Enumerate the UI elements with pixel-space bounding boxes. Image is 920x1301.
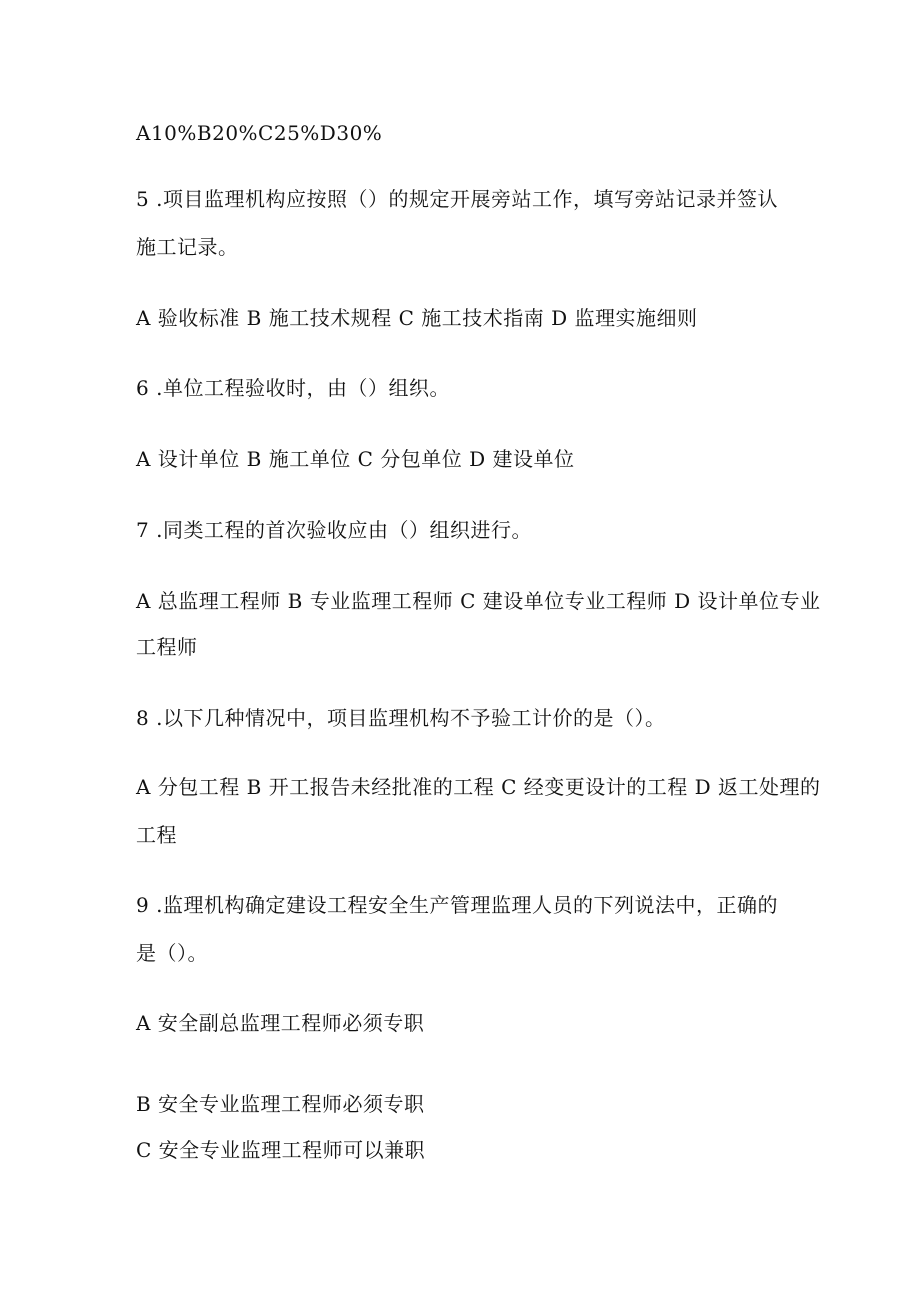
q4-options-line: A10%B20%C25%D30% [136,121,383,145]
q7-options-line-1: A 总监理工程师 B 专业监理工程师 C 建设单位专业工程师 D 设计单位专业 [136,589,821,613]
q9-option-a: A 安全副总监理工程师必须专职 [136,1011,425,1035]
q5-question-line-1: 5 .项目监理机构应按照（）的规定开展旁站工作，填写旁站记录并签认 [136,187,778,211]
q6-options-line: A 设计单位 B 施工单位 C 分包单位 D 建设单位 [136,447,575,471]
q9-question-line-2: 是（）。 [136,941,208,965]
q5-options-line: A 验收标准 B 施工技术规程 C 施工技术指南 D 监理实施细则 [136,306,698,330]
q9-option-b: B 安全专业监理工程师必须专职 [136,1092,425,1116]
q7-options-line-2: 工程师 [136,635,198,659]
q5-question-line-2: 施工记录。 [136,235,239,259]
q8-options-line-1: A 分包工程 B 开工报告未经批准的工程 C 经变更设计的工程 D 返工处理的 [136,775,821,799]
q6-question-line: 6 .单位工程验收时，由（）组织。 [136,376,450,400]
q9-option-c: C 安全专业监理工程师可以兼职 [136,1138,426,1162]
q9-question-line-1: 9 .监理机构确定建设工程安全生产管理监理人员的下列说法中，正确的 [136,893,778,917]
q8-options-line-2: 工程 [136,823,177,847]
q7-question-line: 7 .同类工程的首次验收应由（）组织进行。 [136,518,532,542]
q8-question-line: 8 .以下几种情况中，项目监理机构不予验工计价的是（）。 [136,706,666,730]
